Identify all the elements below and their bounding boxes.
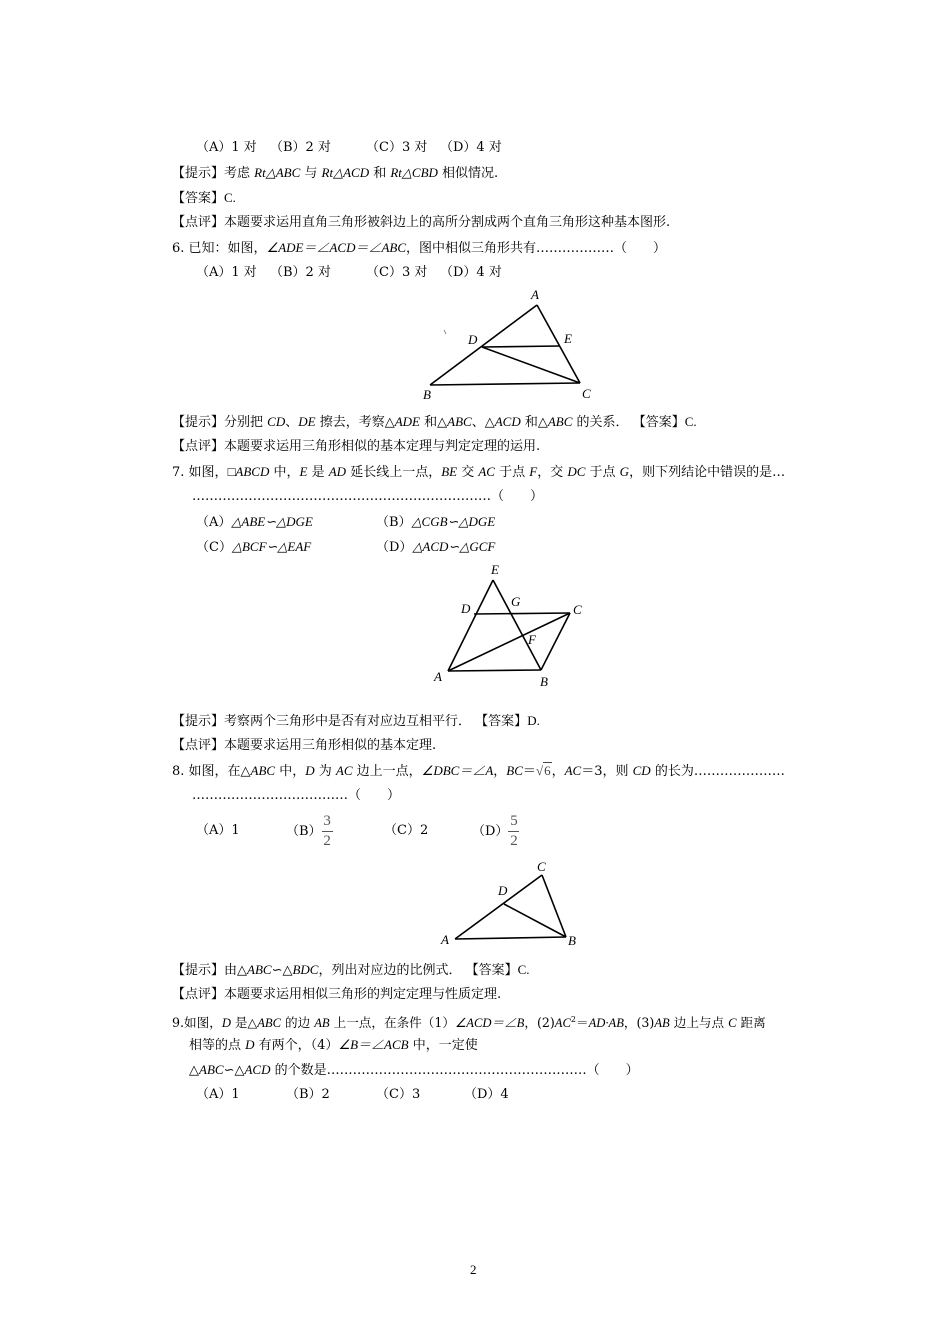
segment-dc	[482, 347, 580, 383]
label-d: D	[461, 601, 471, 616]
q7-option-d: （D）△ACD∽△GCF	[376, 539, 496, 555]
q6-comment: 【点评】本题要求运用三角形相似的基本定理与判定定理的运用.	[172, 439, 541, 454]
q8-option-b: $(B)\frac{3}{2}$	[286, 813, 331, 849]
q6-figure	[410, 280, 610, 405]
q5-option-c: （C）3 对	[366, 140, 428, 155]
q8-hint: 【提示】由△ABC∽△BDC，列出对应边的比例式． 【答案】C.	[172, 962, 530, 978]
q7-option-b: （B）△CGB∽△DGE	[376, 514, 496, 530]
q5-option-d: （D）4 对	[440, 140, 502, 155]
segment-ae	[448, 580, 493, 671]
question-number: 7.	[172, 465, 185, 480]
q6-option-b: （B）2 对	[270, 265, 331, 280]
label-f: F	[528, 632, 536, 647]
segment-ac	[537, 305, 580, 383]
q6-option-d: （D）4 对	[440, 265, 502, 280]
q7-option-a: （A）△ABE∽△DGE	[196, 514, 313, 530]
q7-option-c: （C）△BCF∽△EAF	[196, 539, 312, 555]
q5-answer: 【答案】C.	[172, 190, 236, 206]
question-number: 9.	[172, 1015, 185, 1031]
segment-cb	[542, 875, 566, 937]
q7-hint: 【提示】考察两个三角形中是否有对应边互相平行． 【答案】D.	[172, 713, 540, 729]
q6-stem: 6. 已知：如图，∠ADE＝∠ACD＝∠ABC，图中相似三角形共有………………（ ）	[172, 240, 667, 256]
q8-stem: 8. 如图，在△ABC 中，D 为 AC 边上一点，∠DBC＝∠A，BC＝√6，AC＝3，则 CD 的长为…………………	[172, 763, 785, 779]
fraction-five-halves: $\frac{5}{2}$	[510, 813, 518, 849]
label-b: B	[423, 387, 431, 402]
q7-comment: 【点评】本题要求运用三角形相似的基本定理.	[172, 738, 437, 753]
q9-option-a: （A）1	[196, 1087, 240, 1102]
comment-tag: 【点评】	[172, 987, 225, 1002]
label-a: A	[434, 669, 442, 684]
q9-stem-line2: 相等的点 D 有两个，（4）∠B＝∠ACB 中，一定使	[189, 1037, 478, 1053]
comment-tag: 【点评】	[172, 439, 225, 454]
q7-stem-line2: ……………………………………………………………（ ）	[192, 489, 544, 504]
q5-comment: 【点评】本题要求运用直角三角形被斜边上的高所分割成两个直角三角形这种基本图形.	[172, 215, 671, 230]
q8-option-d: $(D)\frac{5}{2}$	[472, 813, 518, 849]
q5-option-b: （B）2 对	[270, 140, 331, 155]
answer-tag: 【答案】	[475, 714, 528, 729]
label-d: D	[498, 883, 508, 898]
q9-option-d: （D）4	[464, 1087, 509, 1102]
label-d: D	[468, 332, 478, 347]
q6-option-c: （C）3 对	[366, 265, 428, 280]
q9-option-c: （C）3	[376, 1087, 421, 1102]
label-c: C	[537, 859, 546, 874]
q7-figure	[425, 558, 595, 693]
answer-tag: 【答案】	[632, 415, 685, 430]
label-e: E	[564, 331, 572, 346]
q9-option-b: （B）2	[286, 1087, 330, 1102]
segment-ab	[430, 305, 537, 385]
hint-tag: 【提示】	[172, 714, 225, 729]
segment-db	[504, 904, 566, 937]
question-number: 8.	[172, 764, 185, 779]
q8-comment: 【点评】本题要求运用相似三角形的判定定理与性质定理.	[172, 987, 502, 1002]
label-b: B	[568, 933, 576, 948]
page-number: 2	[470, 1262, 477, 1277]
hint-tag: 【提示】	[172, 963, 225, 978]
label-a: A	[441, 932, 449, 947]
q8-option-c: （C）2	[384, 823, 429, 838]
q6-hint: 【提示】分别把 CD、DE 擦去，考察△ADE 和△ABC、△ACD 和△ABC 的关系． 【答案】C.	[172, 414, 697, 430]
label-g: G	[511, 594, 521, 609]
segment-bc	[430, 383, 580, 385]
sqrt-expression: √6	[535, 763, 551, 778]
q7-stem: 7. 如图，□ABCD 中，E 是 AD 延长线上一点，BE 交 AC 于点 F，交 DC 于点 G，则下列结论中错误的是…	[172, 464, 786, 480]
answer-tag: 【答案】	[172, 191, 225, 206]
label-c: C	[582, 386, 591, 401]
comment-tag: 【点评】	[172, 738, 225, 753]
label-a: A	[531, 287, 539, 302]
q5-option-a: （A）1 对	[196, 140, 257, 155]
q6-option-a: （A）1 对	[196, 265, 257, 280]
q8-stem-line2: ………………………………（ ）	[192, 788, 401, 803]
answer-tag: 【答案】	[465, 963, 518, 978]
q5-hint: 【提示】考虑 Rt△ABC 与 Rt△ACD 和 Rt△CBD 相似情况.	[172, 165, 499, 181]
q9-stem-line3: △ABC∽△ACD 的个数是……………………………………………………（ ）	[189, 1062, 639, 1078]
comment-tag: 【点评】	[172, 215, 225, 230]
label-c: C	[573, 602, 582, 617]
segment-cd	[474, 613, 570, 614]
segment-de	[482, 346, 560, 347]
segment-ac	[448, 613, 570, 671]
question-number: 6.	[172, 241, 185, 256]
q9-stem: 9.如图，D 是△ABC 的边 AB 上一点，在条件（1）∠ACD＝∠B，$(2)AC^2=AD\cdot AB$，(3)AB 边上与点 C 距离	[172, 1015, 766, 1031]
label-b: B	[540, 674, 548, 689]
segment-bc	[541, 613, 570, 670]
segment-ab	[455, 937, 566, 939]
hint-tag: 【提示】	[172, 166, 225, 181]
q8-option-a: （A）1	[196, 823, 240, 838]
fraction-three-halves: $\frac{3}{2}$	[323, 813, 331, 849]
hint-tag: 【提示】	[172, 415, 225, 430]
label-e: E	[491, 562, 499, 577]
q8-figure	[435, 855, 585, 955]
segment-ab	[448, 670, 541, 671]
